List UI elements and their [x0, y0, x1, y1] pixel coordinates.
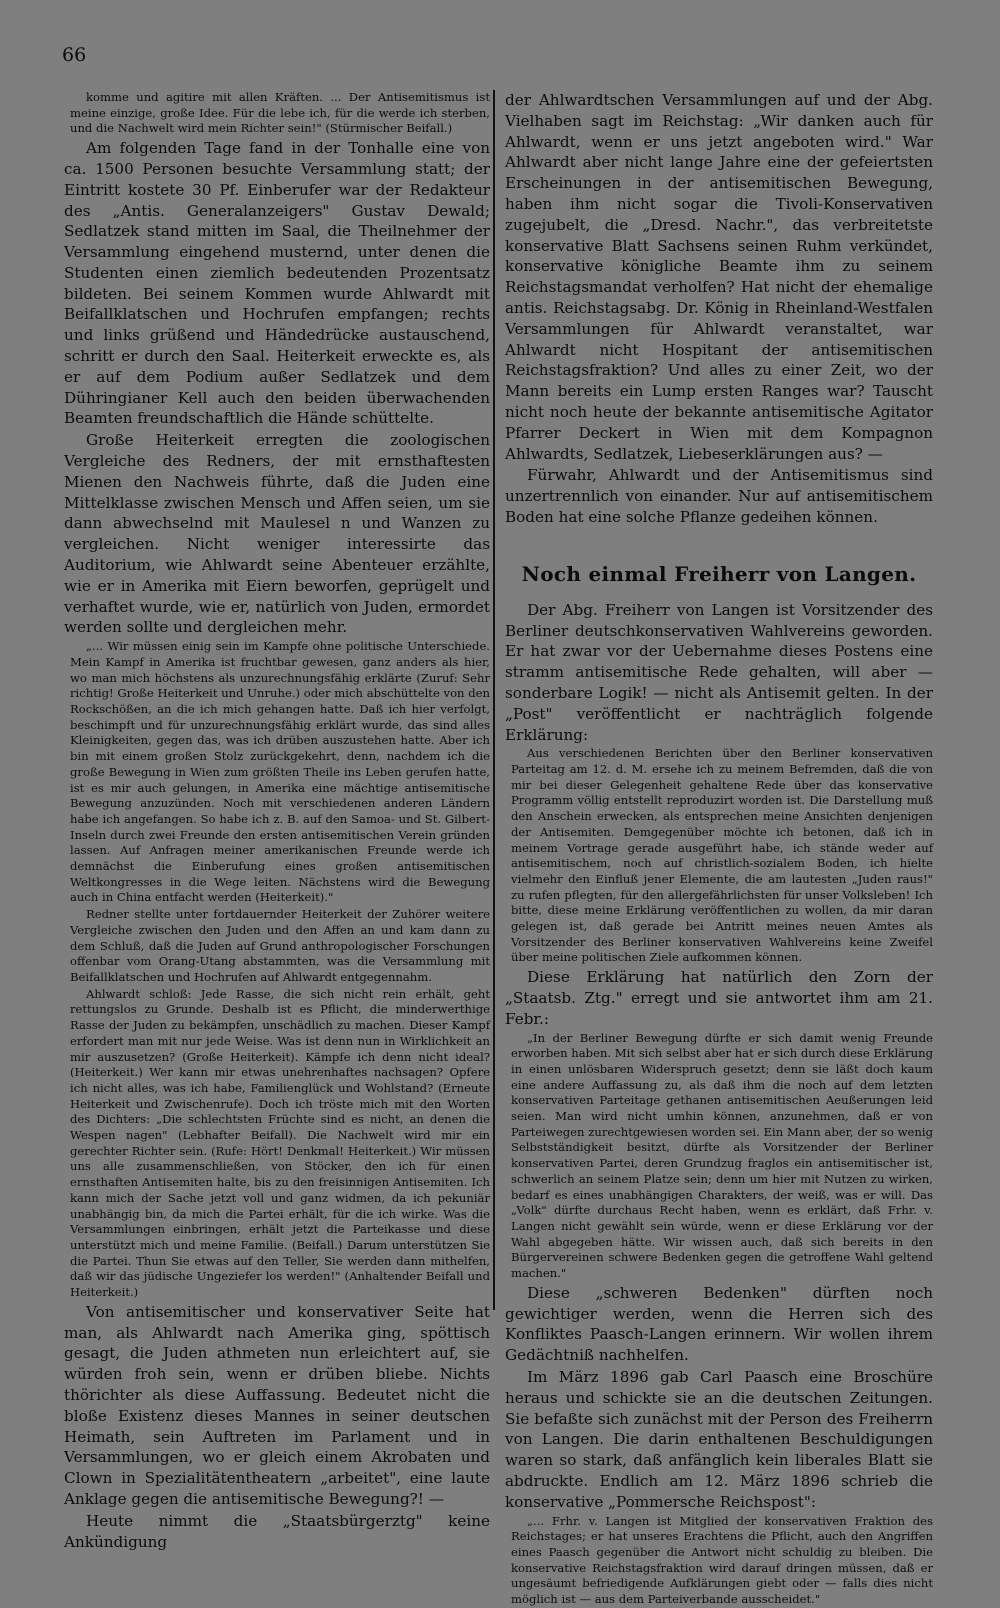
- body-paragraph: der Ahlwardtschen Versammlungen auf und der Abg. Vielhaben sagt im Reichstag: „Wir danken auch für Ahlwardt, wenn er uns jetzt angeboten wird." War Ahlwardt aber nicht lange Jahre eine der gefeiertsten Erscheinungen in der antisemitischen Bewegung, haben ihm nicht sogar die Tivoli-Konservativen zugejubelt, die „Dresd. Nachr.", das verbreitetste konservative Blatt Sachsens seinen Ruhm verkündet, konservative königliche Beamte ihm zu seinem Reichstagsmandat verholfen? Hat nicht der ehemalige antis. Reichstagsabg. Dr. König in Rheinland-Westfalen Versammlungen für Ahlwardt veranstaltet, war Ahlwardt nicht Hospitant der antisemitischen Reichstagsfraktion? Und alles zu einer Zeit, wo der Mann bereits ein Lump ersten Ranges war? Tauscht nicht noch heute der bekannte antisemitische Agitator Pfarrer Deckert in Wien mit dem Kompagnon Ahlwardts, Sedlatzek, Liebeserklärungen aus? —: [505, 91, 933, 463]
- quote-paragraph: „... Wir müssen einig sein im Kampfe ohne politische Unterschiede. Mein Kampf in Amerika ist fruchtbar gewesen, ganz anders als hier, wo man mich höchstens als unzurechnungsfähig erklärte (Zuruf: Sehr richtig! Große Heiterkeit und Unruhe.) oder mich abschüttelte von den Rockschößen, an die ich mich gehangen hatte. Daß ich hier verfolgt, beschimpft und für unzurechnungsfähig erklärt wurde, das sind alles Kleinigkeiten, gegen das, was ich drüben auszustehen hatte. Aber ich bin mit einem großen Stolz zurückgekehrt, denn, nachdem ich die große Bewegung in Wien zum größten Theile ins Leben gerufen hatte, ist es mir auch gelungen, in Amerika eine mächtige antisemitische Bewegung anzuzünden. Noch mit verschiedenen anderen Ländern habe ich angefangen. So habe ich z. B. auf den Samoa- und St. Gilbert-Inseln durch zwei Freunde den ersten antisemitischen Verein gründen lassen. Auf Anfragen meiner amerikanischen Freunde werde ich demnächst die Einberufung eines großen antisemitischen Weltkongresses in die Wege leiten. Nächstens wird die Bewegung auch in China entfacht werden (Heiterkeit).": [70, 639, 490, 905]
- right-column-top: [505, 90, 933, 528]
- body-paragraph: Von antisemitischer und konservativer Seite hat man, als Ahlwardt nach Amerika ging, spöttisch gesagt, die Juden athmeten nun erleichtert auf, sie würden froh sein, wenn er drüben bliebe. Nichts thörichter als diese Auffassung. Bedeutet nicht die bloße Existenz dieses Mannes in seiner deutschen Heimath, sein Auftreten im Parlament und in Versammlungen, wo er gleich einem Akrobaten und Clown in Spezialitätentheatern „arbeitet", eine laute Anklage gegen die antisemitische Bewegung?! —: [64, 1302, 490, 1508]
- quote-paragraph: Aus verschiedenen Berichten über den Berliner konservativen Parteitag am 12. d. M. ersehe ich zu meinem Befremden, daß die von mir bei dieser Gelegenheit gehaltene Rede über das konservative Programm völlig entstellt reproduzirt worden ist. Die Darstellung muß den Anschein erwecken, als entsprechen meine Ansichten denjenigen der Antisemiten. Demgegenüber möchte ich betonen, daß ich in meinem Vortrage gerade ausgeführt habe, ich stände weder auf antisemitischem, noch auf christlich-sozialem Boden, ich hielte vielmehr den Einfluß jener Elemente, die am lautesten „Juden raus!" zu rufen pflegten, für den allergefährlichsten für unser Volksleben! Ich bitte, diese meine Erklärung veröffentlichen zu wollen, da mir daran gelegen ist, daß gerade bei Antritt meines neuen Amtes als Vorsitzender des Berliner konservativen Wahlvereins keine Zweifel über meine politischen Ziele aufkommen können.: [511, 746, 933, 965]
- column-divider: [493, 90, 495, 1310]
- page-number: 66: [62, 44, 87, 66]
- body-paragraph: Diese Erklärung hat natürlich den Zorn der „Staatsb. Ztg." erregt und sie antwortet ihm am 21. Febr.:: [505, 968, 933, 1028]
- left-column: [64, 90, 490, 1552]
- body-paragraph: Diese „schweren Bedenken" dürften noch gewichtiger werden, wenn die Herren sich des Konfliktes Paasch-Langen erinnern. Wir wollen ihrem Gedächtniß nachhelfen.: [505, 1283, 933, 1365]
- quote-paragraph: „In der Berliner Bewegung dürfte er sich damit wenig Freunde erworben haben. Mit sich selbst aber hat er sich durch diese Erklärung in einen unlösbaren Widerspruch gesetzt; denn sie läßt doch kaum eine andere Auffassung zu, als daß ihm die noch auf dem letzten konservativen Parteitage gethanen antisemitischen Aeußerungen leid seien. Man wird nicht umhin können, anzunehmen, daß er von Parteiwegen zurechtgewiesen worden sei. Ein Mann aber, der so wenig Selbstständigkeit besitzt, dürfte als Vorsitzender der Berliner konservativen Partei, deren Grundzug fraglos ein antisemitischer ist, schwerlich an seinem Platze sein; denn um hier mit Nutzen zu wirken, bedarf es eines unabhängigen Charakters, der weiß, was er will. Das „Volk" dürfte durchaus Recht haben, wenn es erklärt, daß Frhr. v. Langen nicht gewählt sein würde, wenn er diese Erklärung vor der Wahl abgegeben hätte. Wir wissen auch, daß sich bereits in den Bürgervereinen schwere Bedenken gegen die getroffene Wahl geltend machen.": [511, 1030, 933, 1281]
- quote-paragraph: komme und agitire mit allen Kräften. ... Der Antisemitismus ist meine einzige, große Idee. Für die lebe ich, für die werde ich sterben, und die Nachwelt wird mein Richter sein!" (Stürmischer Beifall.): [70, 90, 490, 136]
- body-paragraph: Heute nimmt die „Staatsbürgerztg" keine Ankündigung: [64, 1511, 490, 1551]
- quote-paragraph: „... Frhr. v. Langen ist Mitglied der konservativen Fraktion des Reichstages; er hat unseres Erachtens die Pflicht, auch den Angriffen eines Paasch gegenüber die Antwort nicht schuldig zu bleiben. Die konservative Reichstagsfraktion wird darauf dringen müssen, daß er ungesäumt befriedigende Aufklärungen giebt oder — falls dies nicht möglich ist — aus dem Parteiverbande ausscheidet.": [511, 1513, 933, 1607]
- body-paragraph: Am folgenden Tage fand in der Tonhalle eine von ca. 1500 Personen besuchte Versammlung statt; der Eintritt kostete 30 Pf. Einberufer war der Redakteur des „Antis. Generalanzeigers" Gustav Dewald; Sedlatzek stand mitten im Saal, die Theilnehmer der Versammlung eingehend musternd, unter denen die Studenten einen ziemlich bedeutenden Prozentsatz bildeten. Bei seinem Kommen wurde Ahlwardt mit Beifallklatschen und Hochrufen empfangen; rechts und links grüßend und Händedrücke austauschend, schritt er durch den Saal. Heiterkeit erweckte es, als er auf dem Podium außer Sedlatzek und dem Dühringianer Kell auch den beiden überwachenden Beamten freundschaftlich die Hände schüttelte.: [64, 139, 490, 428]
- body-paragraph: Fürwahr, Ahlwardt und der Antisemitismus sind unzertrennlich von einander. Nur auf antisemitischem Boden hat eine solche Pflanze gedeihen können.: [505, 466, 933, 526]
- body-paragraph: Im März 1896 gab Carl Paasch eine Broschüre heraus und schickte sie an die deutschen Zeitungen. Sie befaßte sich zunächst mit der Person des Freiherrn von Langen. Die darin enthaltenen Beschuldigungen waren so stark, daß anfänglich kein liberales Blatt sie abdruckte. Endlich am 12. März 1896 schrieb die konservative „Pommersche Reichspost":: [505, 1367, 933, 1511]
- article-heading: Noch einmal Freiherr von Langen.: [521, 561, 917, 586]
- quote-paragraph: Redner stellte unter fortdauernder Heiterkeit der Zuhörer weitere Vergleiche zwischen den Juden und den Affen an und kam dann zu dem Schluß, daß die Juden auf Grund anthropologischer Forschungen offenbar vom Orang-Utang abstammten, was die Versammlung mit Beifallklatschen und Hochrufen auf Ahlwardt entgegennahm.: [70, 907, 490, 984]
- body-paragraph: Der Abg. Freiherr von Langen ist Vorsitzender des Berliner deutschkonservativen Wahlvereins geworden. Er hat zwar vor der Uebernahme dieses Postens eine stramm antisemitische Rede gehalten, will aber — sonderbare Logik! — nicht als Antisemit gelten. In der „Post" veröffentlicht er nachträglich folgende Erklärung:: [505, 600, 933, 744]
- quote-paragraph: Ahlwardt schloß: Jede Rasse, die sich nicht rein erhält, geht rettungslos zu Grunde. Deshalb ist es Pflicht, die minderwerthige Rasse der Juden zu bekämpfen, unschädlich zu machen. Dieser Kampf erfordert man mit nur jede Weise. Was ist denn nun in Wirklichkeit an mir auszusetzen? (Große Heiterkeit). Kämpfe ich denn nicht ideal? (Heiterkeit.) Wer kann mir etwas unehrenhaftes nachsagen? Opfere ich nicht alles, was ich habe, Familienglück und Wohlstand? (Erneute Heiterkeit und Zwischenrufe). Doch ich tröste mich mit den Worten des Dichters: „Die schlechtsten Früchte sind es nicht, an denen die Wespen nagen" (Lebhafter Beifall). Die Nachwelt wird mir ein gerechter Richter sein. (Rufe: Hört! Denkmal! Heiterkeit.) Wir müssen uns alle zusammenschließen, von Stöcker, den ich für einen ernsthaften Antisemiten halte, bis zu den freisinnigen Antisemiten. Ich kann mich der Sache jetzt voll und ganz widmen, da ich pekuniär unabhängig bin, da mich die Partei erhält, für die ich wirke. Was die Versammlungen einbringen, erhält jetzt die Parteikasse und diese unterstützt mich und meine Familie. (Beifall.) Darum unterstützen Sie die Partei. Thun Sie etwas auf den Teller, Sie werden dann mithelfen, daß wir das jüdische Ungeziefer los werden!" (Anhaltender Beifall und Heiterkeit.): [70, 986, 490, 1300]
- right-column-bottom: [505, 600, 933, 1608]
- body-paragraph: Große Heiterkeit erregten die zoologischen Vergleiche des Redners, der mit ernsthaftesten Mienen den Nachweis führte, daß die Juden eine Mittelklasse zwischen Mensch und Affen seien, um sie dann abwechselnd mit Maulesel n und Wanzen zu vergleichen. Nicht weniger interessirte das Auditorium, wie Ahlwardt seine Abenteuer erzählte, wie er in Amerika mit Eiern beworfen, geprügelt und verhaftet wurde, wie er, natürlich von Juden, ermordet werden sollte und dergleichen mehr.: [64, 431, 490, 637]
- right-column: [505, 90, 933, 1608]
